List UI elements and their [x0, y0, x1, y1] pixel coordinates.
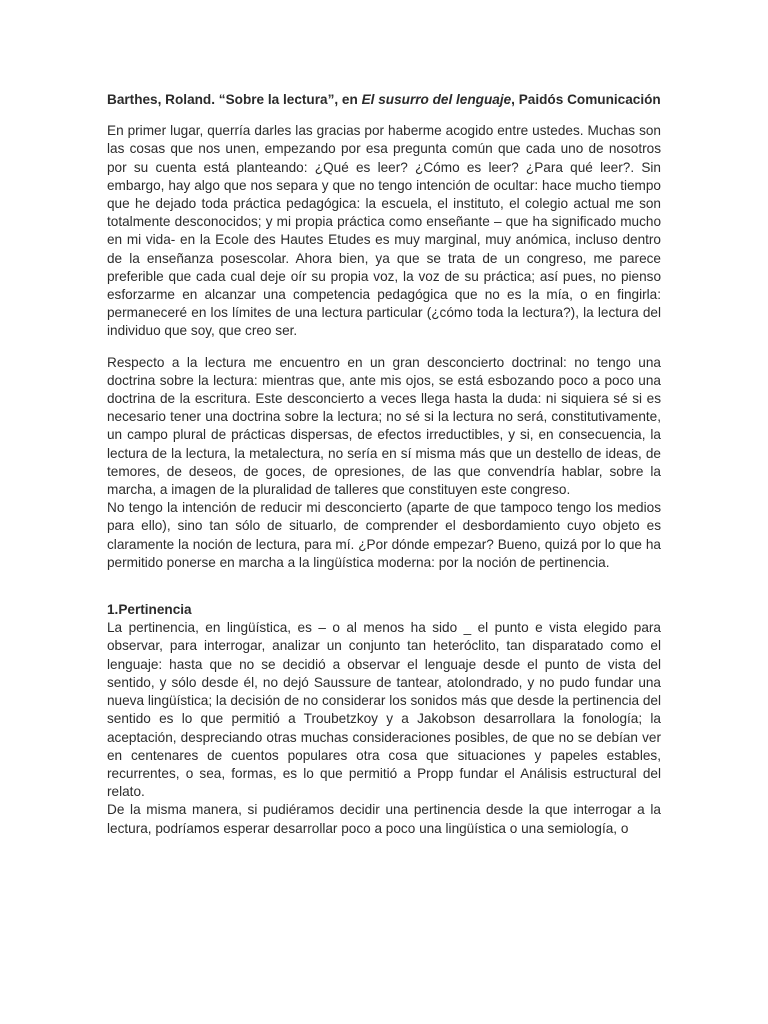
document-page: [107, 91, 661, 838]
citation-publisher: , Paidós Comunicación: [511, 92, 661, 107]
citation-author: Barthes, Roland.: [107, 92, 216, 107]
section-heading-pertinencia: 1.Pertinencia: [107, 602, 192, 618]
paragraph-desconcierto: No tengo la intención de reducir mi desconcierto (aparte de que tampoco tengo los medios para ello), sino tan sólo de situarlo, de comprender el desbordamiento cuyo objeto es claramente la noción de lectura, para mí. ¿Por dónde empezar? Bueno, quizá por lo que ha permitido ponerse en marcha a la lingüística moderna: por la noción de pertinencia.: [107, 500, 661, 570]
paragraph-spacer: [107, 341, 661, 354]
paragraph-intro: En primer lugar, querría darles las gracias por haberme acogido entre ustedes. Muchas son las cosas que nos unen, empezando por esa pregunta común que cada uno de nosotros por su cuenta está planteando: ¿Qué es leer? ¿Cómo es leer? ¿Para qué leer?. Sin embargo, hay algo que nos separa y que no tengo intención de ocultar: hace mucho tiempo que he dejado toda práctica pedagógica: la escuela, el instituto, el colegio actual me son totalmente desconocidos; y mi propia práctica como enseñante – que ha significado mucho en mi vida- en la Ecole des Hautes Etudes es muy marginal, muy anómica, incluso dentro de la enseñanza posescolar. Ahora bien, ya que se trata de un congreso, me parece preferible que cada cual deje oír su propia voz, la voz de su práctica; así pues, no pienso esforzarme en alcanzar una competencia pedagógica que no es la mía, o en fingirla: permaneceré en los límites de una lectura particular (¿cómo toda la lectura?), la lectura del individuo que soy, que creo ser.: [107, 123, 661, 339]
citation-title: “Sobre la lectura”, en: [218, 92, 358, 107]
paragraph-misma-manera: De la misma manera, si pudiéramos decidir una pertinencia desde la que interrogar a la lectura, podríamos esperar desarrollar poco a poco una lingüística o una semiología, o: [107, 802, 661, 836]
paragraph-doctrine: Respecto a la lectura me encuentro en un gran desconcierto doctrinal: no tengo una doctrina sobre la lectura: mientras que, ante mis ojos, se está esbozando poco a poco una doctrina de la escritura. Este desconcierto a veces llega hasta la duda: ni siquiera sé si es necesario tener una doctrina sobre la lectura; no sé si la lectura no será, constitutivamente, un campo plural de prácticas dispersas, de efectos irreductibles, y si, en consecuencia, la lectura de la lectura, la metalectura, no sería en sí misma más que un destello de ideas, de temores, de deseos, de goces, de opresiones, de las que convendría hablar, sobre la marcha, a imagen de la pluralidad de talleres que constituyen este congreso.: [107, 354, 661, 498]
citation-heading: [107, 91, 661, 109]
section-spacer: [107, 572, 661, 601]
paragraph-pertinencia: La pertinencia, en lingüística, es – o al menos ha sido _ el punto e vista elegido para observar, para interrogar, analizar un conjunto tan heteróclito, tan disparatado como el lenguaje: hasta que no se decidió a observar el lenguaje desde el punto de vista del sentido, y sólo desde él, no dejó Saussure de tantear, atolondrado, y no pudo fundar una nueva lingüística; la decisión de no considerar los sonidos más que desde la pertinencia del sentido es lo que permitió a Troubetzkoy y a Jakobson desarrollara la fonología; la aceptación, despreciando otras muchas consideraciones posibles, de que no se debían ver en centenares de cuentos populares otra cosa que situaciones y papeles estables, recurrentes, o sea, formas, es lo que permitió a Propp fundar el Análisis estructural del relato.: [107, 620, 661, 800]
citation-book-title: El susurro del lenguaje: [361, 92, 512, 107]
